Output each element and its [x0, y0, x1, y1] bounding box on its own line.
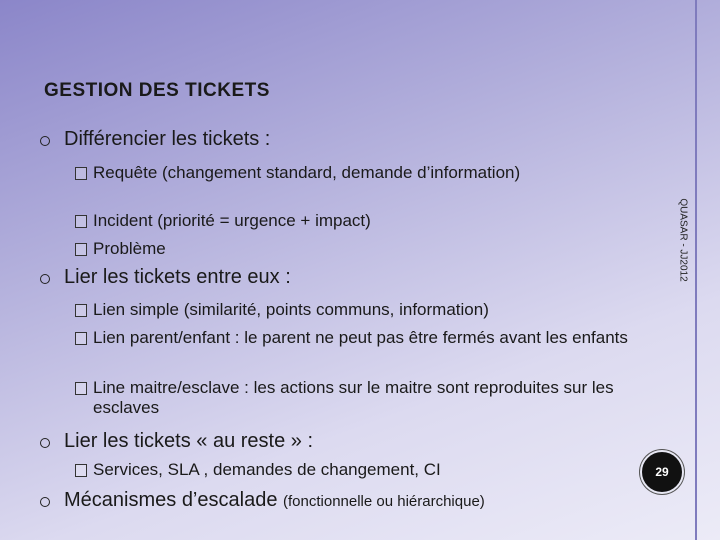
side-label-text: QUASAR - JJ2012	[677, 198, 689, 282]
bullet-heading-note: (fonctionnelle ou hiérarchique)	[283, 493, 485, 510]
bullet-heading: Différencier les tickets :	[64, 128, 271, 150]
bullet-heading: Lier les tickets « au reste » :	[64, 430, 314, 452]
sub-item	[93, 300, 633, 320]
square-bullet-icon	[75, 464, 87, 477]
side-label	[676, 190, 690, 290]
square-bullet-icon	[75, 382, 87, 395]
sub-item-text: Requête (changement standard, demande d’information)	[93, 163, 521, 182]
sub-item	[93, 211, 633, 231]
square-bullet-icon	[75, 243, 87, 256]
bullet-differencier	[64, 128, 270, 151]
square-bullet-icon	[75, 215, 87, 228]
sub-item	[93, 239, 633, 259]
sub-item	[93, 163, 633, 183]
sub-item-text: Incident (priorité = urgence + impact)	[93, 211, 371, 230]
circle-bullet-icon	[40, 438, 50, 448]
bullet-escalade	[64, 489, 485, 512]
square-bullet-icon	[75, 167, 87, 180]
sub-item-text: Services, SLA , demandes de changement, CI	[93, 460, 441, 479]
side-divider	[695, 0, 697, 540]
page-number: 29	[655, 465, 669, 479]
sub-item	[93, 460, 633, 480]
slide-title: GESTION DES TICKETS	[44, 80, 270, 101]
square-bullet-icon	[75, 304, 87, 317]
bullet-heading: Lier les tickets entre eux :	[64, 266, 291, 288]
sub-item-text: Line maitre/esclave : les actions sur le maitre sont reproduites sur les esclaves	[93, 378, 614, 417]
circle-bullet-icon	[40, 274, 50, 284]
sub-item-text: Lien parent/enfant : le parent ne peut pas être fermés avant les enfants	[93, 328, 628, 347]
circle-bullet-icon	[40, 136, 50, 146]
bullet-heading: Mécanismes d’escalade	[64, 489, 278, 511]
page-number-badge	[640, 450, 684, 494]
bullet-lier	[64, 266, 291, 289]
sub-item	[93, 328, 633, 348]
bullet-au-reste	[64, 430, 313, 453]
sub-item-text: Problème	[93, 239, 166, 258]
sub-item-text: Lien simple (similarité, points communs, information)	[93, 300, 489, 319]
circle-bullet-icon	[40, 497, 50, 507]
square-bullet-icon	[75, 332, 87, 345]
sub-item	[93, 378, 633, 418]
